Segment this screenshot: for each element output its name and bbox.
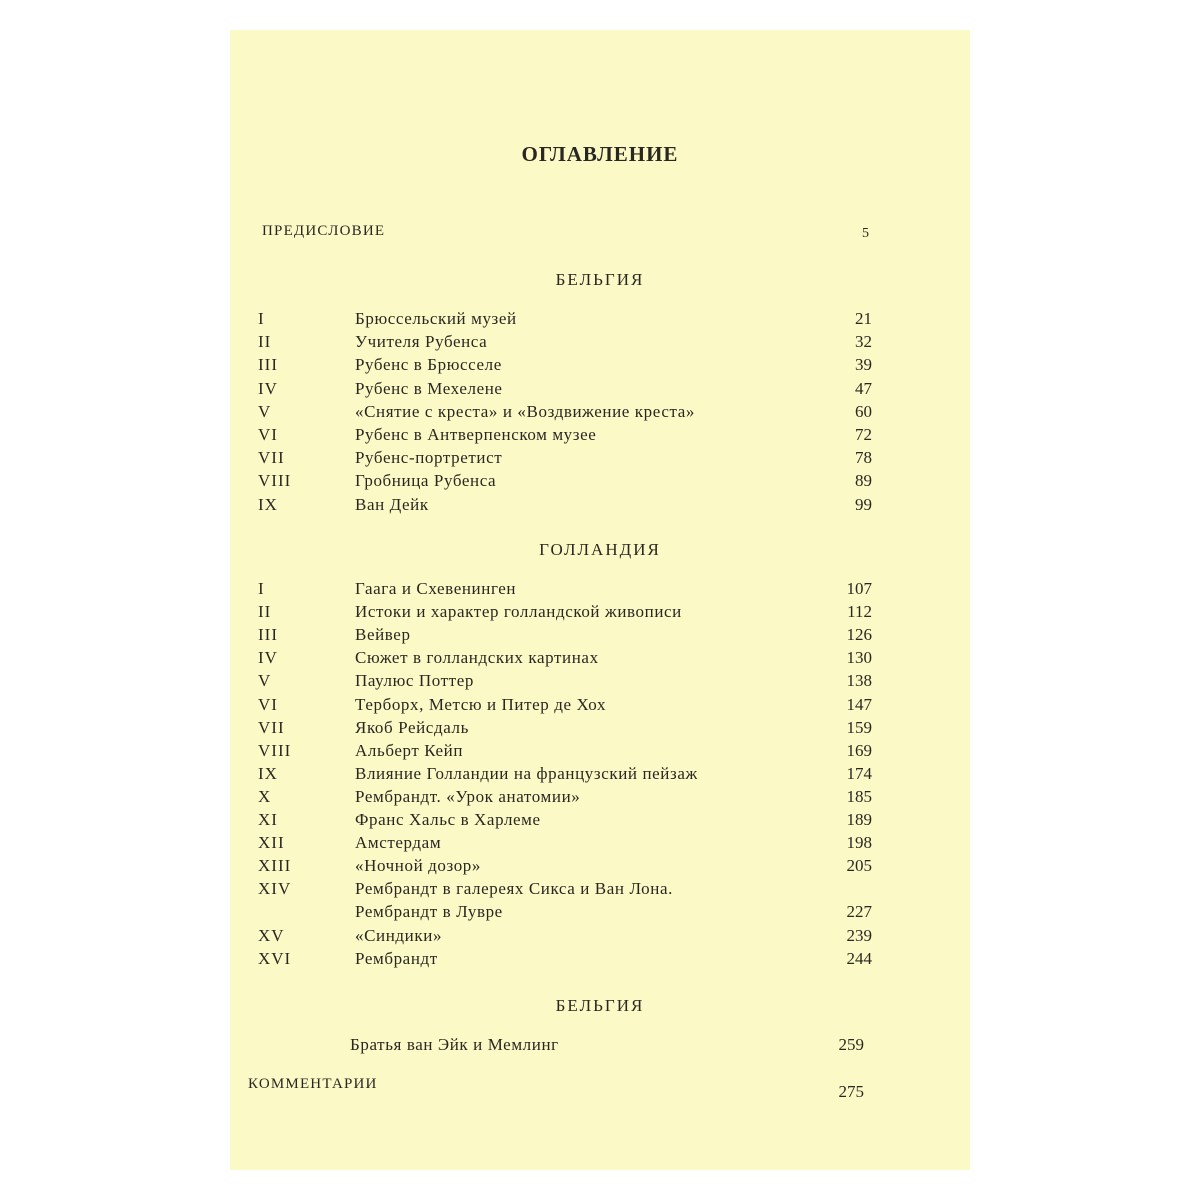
chapter-number: XIV	[258, 879, 292, 899]
toc-entry	[230, 1033, 970, 1057]
chapter-number: III	[258, 355, 278, 375]
chapter-page: 126	[846, 625, 872, 645]
chapter-number: III	[258, 625, 278, 645]
entry-page: 259	[838, 1035, 864, 1054]
commentary-label: КОММЕНТАРИИ	[248, 1076, 378, 1092]
chapter-title: Истоки и характер голландской живописи	[355, 602, 682, 622]
toc-entry	[230, 493, 970, 517]
toc-entry	[230, 947, 970, 971]
toc-entry	[230, 623, 970, 647]
section-heading-holland: ГОЛЛАНДИЯ	[539, 540, 661, 559]
chapter-page: 72	[855, 425, 872, 444]
chapter-number: VII	[258, 717, 285, 737]
chapter-page: 130	[846, 648, 872, 668]
book-page	[230, 30, 970, 1170]
chapter-number: XI	[258, 810, 278, 829]
chapter-title: Рембрандт	[355, 948, 438, 968]
chapter-page: 78	[855, 448, 872, 468]
chapter-title: Ван Дейк	[355, 494, 429, 514]
toc-entry	[230, 693, 970, 717]
toc-title: ОГЛАВЛЕНИЕ	[521, 142, 679, 166]
chapter-number: IV	[258, 648, 278, 668]
chapter-title: Рубенс в Антверпенском музее	[355, 425, 597, 444]
chapter-page: 47	[855, 378, 872, 398]
chapter-number: II	[258, 332, 272, 352]
chapter-number: VIII	[258, 740, 292, 760]
toc-entry	[230, 900, 970, 924]
chapter-title: Терборх, Метсю и Питер де Хох	[355, 694, 607, 714]
chapter-page: 244	[846, 948, 872, 968]
chapter-title: Амстердам	[355, 833, 442, 853]
commentary-line	[230, 1080, 970, 1104]
chapter-page: 138	[846, 671, 872, 691]
chapter-page: 169	[846, 740, 872, 760]
chapter-title: Паулюс Поттер	[355, 671, 474, 691]
toc-entry	[230, 446, 970, 470]
toc-entry	[230, 377, 970, 401]
chapter-title: Рубенс в Брюсселе	[355, 355, 502, 375]
chapter-title: Рембрандт. «Урок анатомии»	[355, 786, 581, 806]
chapter-number: I	[258, 309, 265, 328]
chapter-number: X	[258, 786, 272, 806]
chapter-page: 239	[846, 925, 872, 945]
chapter-number: IX	[258, 763, 278, 783]
toc-entry	[230, 739, 970, 763]
section-heading-belgium-2: БЕЛЬГИЯ	[555, 996, 645, 1015]
chapter-page: 205	[846, 856, 872, 876]
toc-entry	[230, 716, 970, 740]
preface-page: 5	[862, 226, 871, 241]
chapter-title: Гробница Рубенса	[355, 471, 497, 491]
chapter-number: I	[258, 579, 265, 598]
chapter-page: 89	[855, 471, 872, 491]
toc-entry	[230, 854, 970, 878]
chapter-title: «Синдики»	[355, 925, 443, 945]
chapter-title: Рембрандт в Лувре	[355, 902, 503, 922]
chapter-number: IX	[258, 494, 278, 514]
chapter-page: 99	[855, 494, 872, 514]
chapter-page: 60	[855, 401, 872, 421]
chapter-number: XV	[258, 925, 285, 945]
entry-title: Братья ван Эйк и Мемлинг	[350, 1035, 559, 1054]
chapter-title: Франс Хальс в Харлеме	[355, 810, 541, 829]
toc-entry	[230, 669, 970, 693]
chapter-number: V	[258, 401, 272, 421]
chapter-number: VI	[258, 425, 278, 444]
chapter-number: V	[258, 671, 272, 691]
chapter-title: Рубенс в Мехелене	[355, 378, 503, 398]
chapter-page: 185	[846, 786, 872, 806]
chapter-page: 227	[846, 902, 872, 922]
toc-entry	[230, 423, 970, 447]
chapter-title: Влияние Голландии на французский пейзаж	[355, 763, 698, 783]
chapter-number: VII	[258, 448, 285, 468]
toc-entry	[230, 831, 970, 855]
toc-entry	[230, 330, 970, 354]
chapter-page: 189	[846, 810, 872, 829]
chapter-number: II	[258, 602, 272, 622]
chapter-page: 112	[847, 602, 872, 622]
toc-entry	[230, 877, 970, 901]
toc-entry	[230, 924, 970, 948]
chapter-title: Альберт Кейп	[355, 740, 464, 760]
chapter-number: VI	[258, 694, 278, 714]
chapter-title: Сюжет в голландских картинах	[355, 648, 599, 668]
toc-entry	[230, 646, 970, 670]
toc-entry	[230, 353, 970, 377]
chapter-number: XIII	[258, 856, 292, 876]
chapter-number: IV	[258, 378, 278, 398]
toc-entry	[230, 577, 970, 601]
toc-entry	[230, 600, 970, 624]
preface-label: ПРЕДИСЛОВИЕ	[262, 223, 386, 239]
commentary-page: 275	[838, 1082, 864, 1101]
chapter-page: 198	[846, 833, 872, 853]
toc-entry	[230, 469, 970, 493]
chapter-page: 147	[846, 694, 872, 714]
chapter-title: Рубенс-портретист	[355, 448, 503, 468]
toc-entry	[230, 785, 970, 809]
chapter-title: Гаага и Схевенинген	[355, 579, 517, 598]
chapter-page: 21	[855, 309, 872, 328]
chapter-page: 107	[846, 579, 872, 598]
section-heading-belgium: БЕЛЬГИЯ	[555, 270, 645, 289]
chapter-number: VIII	[258, 471, 292, 491]
chapter-page: 32	[855, 332, 872, 352]
chapter-title: Брюссельский музей	[355, 309, 517, 328]
chapter-title: Якоб Рейсдаль	[355, 717, 469, 737]
chapter-title: «Снятие с креста» и «Воздвижение креста»	[355, 401, 695, 421]
chapter-title: Вейвер	[355, 625, 411, 645]
toc-entry	[230, 400, 970, 424]
toc-entry	[230, 762, 970, 786]
chapter-title: Рембрандт в галереях Сикса и Ван Лона.	[355, 879, 673, 899]
chapter-number: XII	[258, 833, 285, 853]
chapter-page: 39	[855, 355, 872, 375]
chapter-page: 174	[846, 763, 872, 783]
toc-entry	[230, 307, 970, 331]
chapter-page: 159	[846, 717, 872, 737]
chapter-title: Учителя Рубенса	[355, 332, 488, 352]
toc-entry	[230, 808, 970, 832]
chapter-number: XVI	[258, 948, 292, 968]
chapter-title: «Ночной дозор»	[355, 856, 481, 876]
